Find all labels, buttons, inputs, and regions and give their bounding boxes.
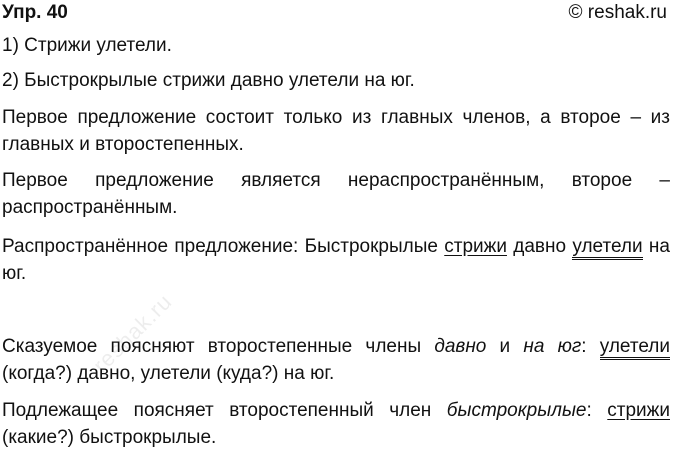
watermark: reshak.ru	[88, 288, 177, 378]
sentence-1: 1) Стрижи улетели.	[2, 35, 172, 56]
subject-rest: (какие?) быстрокрылые.	[2, 427, 217, 448]
paragraph-members: Первое предложение состоит только из главных членов, а второе – из главных и второстепенных.	[2, 107, 670, 155]
conj-and: и	[486, 336, 524, 357]
italic-word-davno: давно	[434, 336, 487, 357]
paragraph-spread: Первое предложение является нераспространённым, второе – распространённым.	[2, 170, 670, 218]
subject-underlined-2: стрижи	[607, 400, 670, 421]
exercise-title: Упр. 40	[2, 2, 68, 23]
predicate-prefix: Сказуемое поясняют второстепенные члены	[2, 336, 435, 357]
example-mid: давно	[506, 236, 573, 257]
paragraph-example	[2, 233, 670, 287]
subject-underlined: стрижи	[444, 236, 507, 257]
site-credit: © reshak.ru	[568, 2, 667, 23]
predicate-underlined-2: улетели	[600, 336, 670, 360]
predicate-underlined: улетели	[572, 236, 642, 260]
paragraph-subject	[2, 397, 670, 451]
paragraph-predicate	[2, 333, 670, 387]
colon: :	[581, 336, 600, 357]
sentence-2: 2) Быстрокрылые стрижи давно улетели на юг.	[2, 70, 415, 91]
colon-2: :	[586, 400, 608, 421]
predicate-rest: (когда?) давно, улетели (куда?) на юг.	[2, 363, 335, 384]
italic-word-bystrokrylye: быстрокрылые	[446, 400, 587, 421]
subject-prefix: Подлежащее поясняет второстепенный член	[2, 400, 447, 421]
italic-word-na-yug: на юг	[523, 336, 582, 357]
example-suffix: на юг.	[2, 236, 670, 284]
example-prefix: Распространённое предложение: Быстрокрылые	[2, 236, 445, 257]
